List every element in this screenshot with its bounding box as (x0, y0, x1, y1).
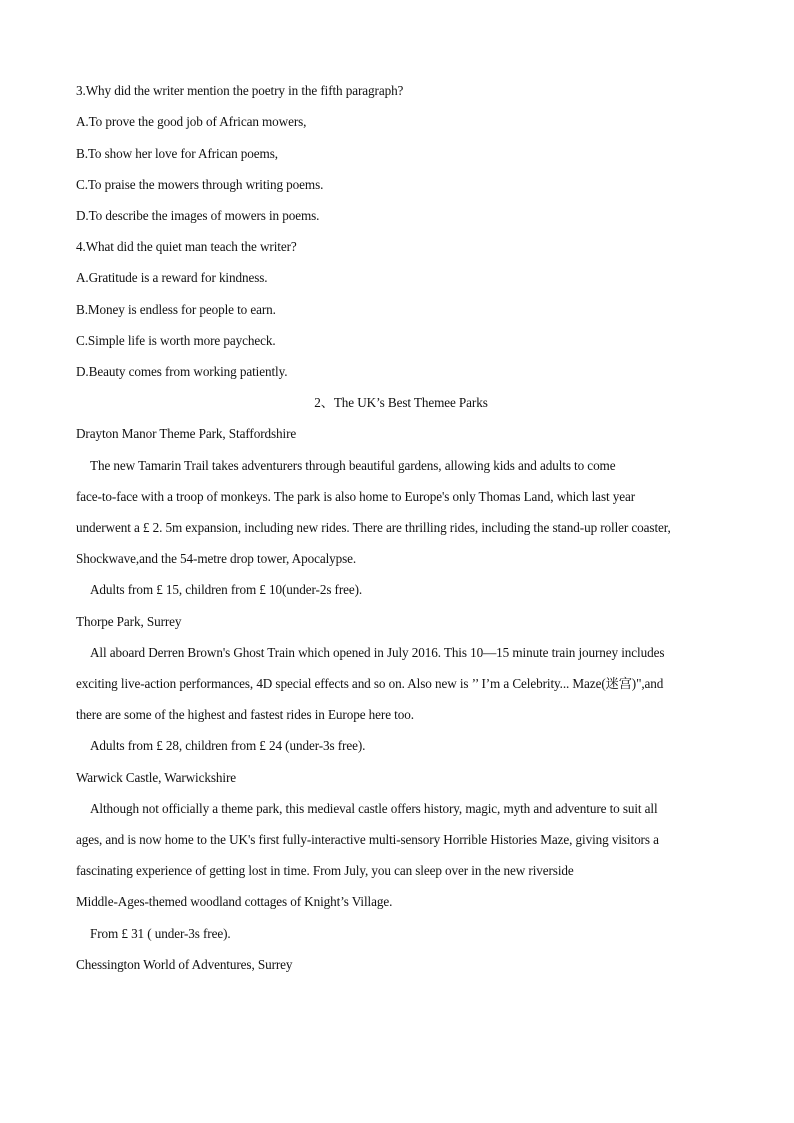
section-heading-chessington: Chessington World of Adventures, Surrey (76, 957, 293, 972)
drayton-manor-line-3: underwent a £ 2. 5m expansion, including new rides. There are thrilling rides, including the stand-up roller coaster, (76, 520, 671, 535)
section-heading-thorpe-park: Thorpe Park, Surrey (76, 614, 182, 629)
question-3-option-a: A.To prove the good job of African mowers, (76, 114, 307, 129)
warwick-castle-line-2: ages, and is now home to the UK's first fully-interactive multi-sensory Horrible Histories Maze, giving visitors a (76, 832, 659, 847)
passage-title: 2、The UK’s Best Themee Parks (314, 395, 488, 410)
thorpe-park-line-2: exciting live-action performances, 4D special effects and so on. Also new is ’’ I’m a Celebrity... Maze(迷宫)",and (76, 676, 664, 691)
drayton-manor-line-4: Shockwave,and the 54-metre drop tower, Apocalypse. (76, 551, 357, 566)
thorpe-park-line-1: All aboard Derren Brown's Ghost Train which opened in July 2016. This 10—15 minute train journey includes (90, 645, 665, 660)
section-heading-drayton-manor: Drayton Manor Theme Park, Staffordshire (76, 426, 297, 441)
question-4-option-a: A.Gratitude is a reward for kindness. (76, 270, 268, 285)
thorpe-park-price: Adults from £ 28, children from £ 24 (under-3s free). (90, 738, 366, 753)
question-3-option-c: C.To praise the mowers through writing poems. (76, 177, 324, 192)
warwick-castle-line-1: Although not officially a theme park, this medieval castle offers history, magic, myth and adventure to suit all (90, 801, 658, 816)
question-4-stem: 4.What did the quiet man teach the writer? (76, 239, 297, 254)
question-3-option-d: D.To describe the images of mowers in poems. (76, 208, 320, 223)
drayton-manor-line-1: The new Tamarin Trail takes adventurers through beautiful gardens, allowing kids and adults to come (90, 458, 616, 473)
warwick-castle-line-4: Middle-Ages-themed woodland cottages of Knight’s Village. (76, 894, 393, 909)
section-heading-warwick-castle: Warwick Castle, Warwickshire (76, 770, 236, 785)
question-4-option-d: D.Beauty comes from working patiently. (76, 364, 288, 379)
question-4-option-c: C.Simple life is worth more paycheck. (76, 333, 276, 348)
question-4-option-b: B.Money is endless for people to earn. (76, 302, 276, 317)
drayton-manor-line-2: face-to-face with a troop of monkeys. The park is also home to Europe's only Thomas Land, which last year (76, 489, 636, 504)
drayton-manor-price: Adults from £ 15, children from £ 10(under-2s free). (90, 582, 363, 597)
thorpe-park-line-3: there are some of the highest and fastest rides in Europe here too. (76, 707, 414, 722)
warwick-castle-price: From £ 31 ( under-3s free). (90, 926, 231, 941)
question-3-stem: 3.Why did the writer mention the poetry in the fifth paragraph? (76, 83, 404, 98)
warwick-castle-line-3: fascinating experience of getting lost in time. From July, you can sleep over in the new riverside (76, 863, 574, 878)
question-3-option-b: B.To show her love for African poems, (76, 146, 278, 161)
